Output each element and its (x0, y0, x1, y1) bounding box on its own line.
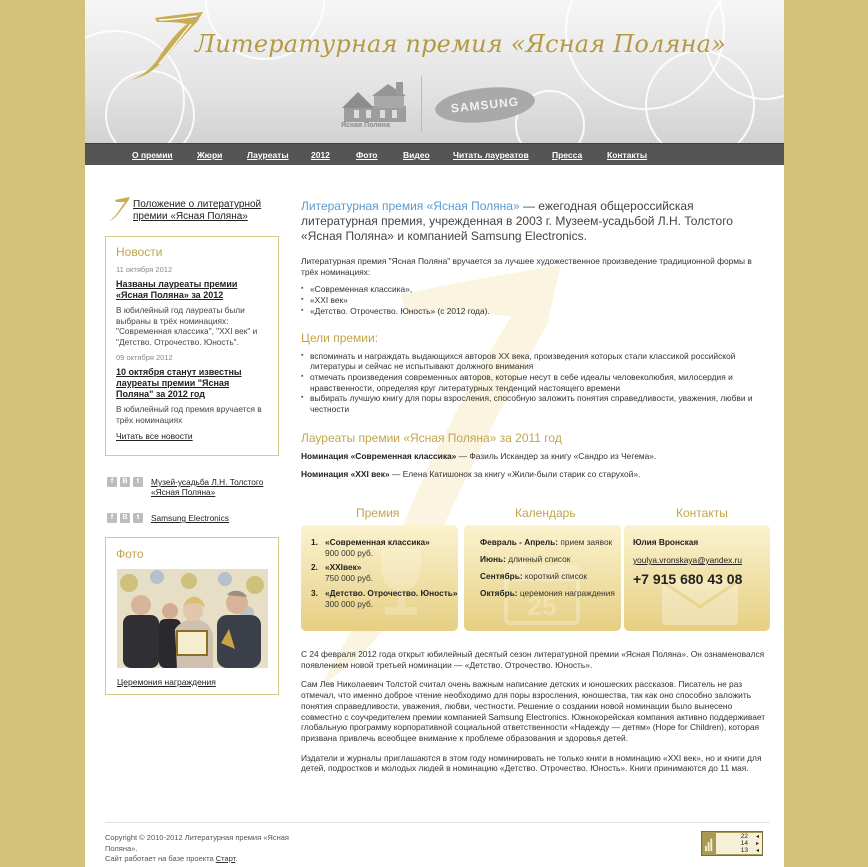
body-paragraph: С 24 февраля 2012 года открыт юбилейный десятый сезон литературной премии «Ясная Поляна». Он ознаменовался появлением новой третьей номинации — «Детство. Отрочество. Юность». (301, 649, 765, 670)
page (85, 0, 784, 867)
contact-email-link[interactable]: youlya.vronskaya@yandex.ru (633, 555, 742, 565)
news-date: 09 октября 2012 (116, 353, 173, 362)
news-item (106, 265, 278, 347)
calendar-list (480, 537, 615, 605)
calendar-label: Февраль - Апрель: (480, 537, 559, 547)
list-item: ▪ «XXI век» (301, 295, 771, 306)
nav-item-laureates[interactable]: Лауреаты (247, 150, 289, 160)
prize-name: «Современная классика» (325, 537, 430, 547)
body-paragraph: Сам Лев Николаевич Толстой считал очень важным написание детских и юношеских рассказов. Писатель не раз отмечал, что именно доброе чтение необходимо для поры взросления, юношества, так как оно способно заложить понятия справедливости, уважения, любви, честности. Решение о создании новой номинации было вынесено совместно с соучредителем премии компанией Samsung Electronics. Южнокорейская компания активно поддерживает глобальную программу корпоративной социальной ответственности «Надежду — детям» (Hope for Children), которая призвана привлечь всеобщее внимание к проблеме образования и здоровья детей. (301, 679, 766, 743)
site-title: Литературная премия «Ясная Поляна» (195, 30, 726, 58)
news-item (106, 353, 278, 425)
copyright (105, 833, 305, 865)
powered-by (105, 854, 305, 865)
prize-amount: 300 000 руб. (325, 598, 374, 609)
laureate-text: — Елена Катишонок за книгу «Жили-были старик со старухой». (389, 468, 641, 479)
prize-name: «Детство. Отрочество. Юность» (325, 587, 458, 598)
news-headline-link[interactable]: 10 октября станут известны лауреаты премии "Ясная Поляна" за 2012 год (116, 367, 242, 399)
nav-item-video[interactable]: Видео (403, 150, 430, 160)
facebook-icon[interactable]: f (107, 513, 117, 523)
counter-value: 13 (740, 847, 748, 854)
twitter-icon[interactable]: t (133, 477, 143, 487)
contact-block (633, 537, 742, 587)
photo-title: Фото (116, 547, 144, 561)
calendar-text: прием заявок (558, 537, 613, 547)
laureate-label: Номинация «XXI век» (301, 468, 390, 479)
calendar-label: Октябрь: (480, 588, 518, 598)
calendar-text: длинный список (505, 554, 571, 564)
samsung-logo-text: SAMSUNG (450, 94, 520, 116)
news-box (105, 236, 279, 456)
calendar-row (480, 571, 615, 582)
counter-value: 14 (740, 840, 748, 847)
nav-item-jury[interactable]: Жюри (197, 150, 223, 160)
social-museum (107, 477, 271, 497)
contacts-panel-title: Контакты (676, 506, 728, 520)
list-item: ▪ «Детство. Отрочество. Юность» (с 2012 года). (301, 306, 771, 317)
goals-title: Цели премии: (301, 330, 379, 345)
powered-link[interactable]: Старт (215, 854, 236, 863)
footer-divider (105, 822, 770, 823)
list-item: ▪ выбирать лучшую книгу для поры взросления, способную заложить понятия справедливости, уважения, любви и честности (301, 393, 771, 414)
nav-item-press[interactable]: Пресса (552, 150, 583, 160)
facebook-icon[interactable]: f (107, 477, 117, 487)
laureate-label: Номинация «Современная классика» (301, 450, 457, 461)
nominations-list (301, 284, 771, 316)
main-content (301, 199, 771, 479)
main-nav (85, 143, 784, 165)
prize-number: 1. (311, 537, 318, 547)
site-header (85, 0, 784, 143)
prize-amount: 750 000 руб. (325, 573, 374, 584)
calendar-text: церемония награждения (517, 588, 615, 598)
calendar-text: короткий список (522, 571, 588, 581)
prize-panel (301, 525, 458, 631)
news-headline-link[interactable]: Названы лауреаты премии «Ясная Поляна» за 2012 (116, 279, 238, 300)
calendar-row (480, 588, 615, 599)
twitter-icon[interactable]: t (133, 513, 143, 523)
prize-item (311, 537, 457, 558)
prize-amount: 900 000 руб. (325, 547, 374, 558)
nav-item-photo[interactable]: Фото (356, 150, 378, 160)
body-paragraph: Издатели и журналы приглашаются в этом году номинировать не только книги в номинацию «XXI век», но и книги для детей, подростков и молодых людей в номинацию «Детство. Отрочество. Юность». Книги принимаются до 11 мая. (301, 752, 762, 774)
vk-icon[interactable]: В (120, 477, 130, 487)
prize-number: 2. (311, 562, 318, 573)
calendar-panel-title: Календарь (515, 506, 576, 520)
ceremony-photo-image (117, 569, 268, 668)
all-news-link[interactable]: Читать все новости (116, 431, 193, 441)
laureate-row (301, 451, 771, 461)
lead-text: — ежегодная общероссийская литературная премия, учрежденная в 2003 г. Музеем-усадьбой Л.Н. Толстого «Ясная Поляна» и компанией Samsung Electronics. (301, 199, 733, 243)
laureate-row (301, 469, 771, 479)
contacts-panel (624, 525, 770, 631)
news-title: Новости (116, 245, 163, 259)
lead-paragraph (301, 199, 771, 244)
prize-item (311, 588, 457, 609)
body-text (301, 649, 771, 774)
prize-item (311, 562, 457, 583)
powered-suffix: . (235, 854, 238, 863)
photo-box (105, 537, 279, 695)
calendar-row (480, 537, 615, 548)
contact-name: Юлия Вронская (633, 537, 699, 547)
calendar-row (480, 554, 615, 565)
prize-name: «XXIвек» (325, 562, 362, 573)
lead-highlight: Литературная премия «Ясная Поляна» (301, 199, 520, 213)
logo-divider (421, 76, 422, 132)
photo-caption-link[interactable]: Церемония награждения (117, 677, 216, 687)
intro-text: Литературная премия "Ясная Поляна" вручается за лучшее художественное произведение традиционной формы в трёх номинациях: (301, 256, 752, 277)
nav-item-read-laureates[interactable]: Читать лауреатов (453, 150, 529, 160)
counter-arrows-icon: ◂ ▸ ◂ (755, 834, 759, 854)
prize-number: 3. (311, 587, 318, 598)
nav-item-contacts[interactable]: Контакты (607, 150, 648, 160)
goals-list (301, 351, 771, 415)
news-text: В юбилейный год премия вручается в трёх номинациях (116, 404, 262, 425)
powered-prefix: Сайт работает на базе проекта (105, 854, 216, 863)
laureate-text: — Фазиль Искандер за книгу «Сандро из Чегема». (456, 450, 657, 461)
counter-value: 22 (740, 833, 748, 840)
vk-icon[interactable]: В (120, 513, 130, 523)
calendar-label: Сентябрь: (480, 571, 523, 581)
news-date: 11 октября 2012 (116, 265, 173, 274)
nav-item-about[interactable]: О премии (132, 150, 173, 160)
copyright-text: Copyright © 2010-2012 Литературная премия «Ясная Поляна». (105, 833, 289, 853)
list-item: ▪ вспоминать и награждать выдающихся авторов XX века, произведения которых стали классикой российской литературы и сейчас не испытывают должного внимания (301, 351, 771, 372)
samsung-social-link[interactable]: Samsung Electronics (151, 513, 229, 523)
list-item: ▪ отмечать произведения современных авторов, которые несут в себе идеалы человеколюбия, милосердия и нравственности, определяя круг литературных тенденций настоящего времени (301, 372, 771, 393)
calendar-label: Июнь: (480, 554, 506, 564)
museum-caption: Ясная Поляна (341, 122, 390, 129)
calendar-panel (464, 525, 621, 631)
ceremony-photo[interactable] (117, 569, 268, 668)
news-text: В юбилейный год лауреаты были выбраны в трёх номинациях: "Современная классика", "XXI век" и "Детство. Отрочество. Юность". (116, 305, 258, 347)
laureates-title: Лауреаты премии «Ясная Поляна» за 2011 год (301, 430, 562, 445)
museum-social-link[interactable]: Музей-усадьба Л.Н. Толстого «Ясная Поляна» (151, 477, 264, 497)
contact-phone: +7 915 680 43 08 (633, 571, 743, 587)
calendar-icon-day: 25 (527, 591, 557, 621)
regulation-link[interactable]: Положение о литературной премии «Ясная Поляна» (133, 199, 262, 222)
visit-counter[interactable] (701, 831, 763, 856)
counter-chart-icon (704, 835, 715, 853)
list-item: ▪ «Современная классика», (301, 284, 771, 295)
prize-list (311, 537, 457, 613)
feather-icon (107, 196, 131, 222)
social-samsung (107, 513, 229, 523)
nav-item-2012[interactable]: 2012 (311, 150, 330, 160)
prize-panel-title: Премия (356, 506, 400, 520)
